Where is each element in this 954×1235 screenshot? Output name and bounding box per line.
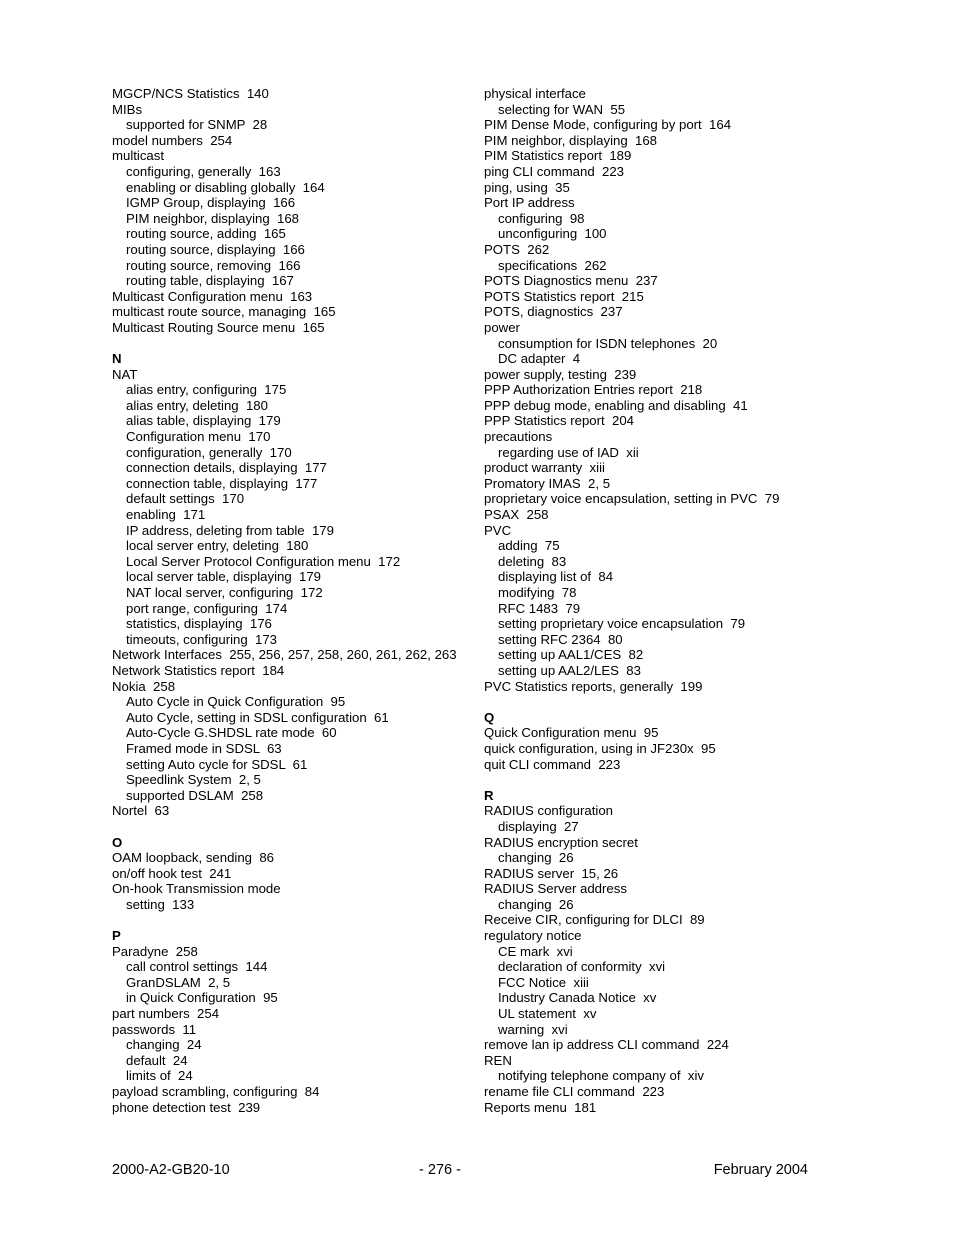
index-subentry: changing 26: [498, 896, 574, 912]
index-subentry: selecting for WAN 55: [498, 101, 626, 117]
index-subentry: changing 26: [498, 850, 574, 866]
index-entry: RADIUS encryption secret: [484, 834, 638, 850]
footer-date: February 2004: [713, 1162, 808, 1178]
index-subentry: consumption for ISDN telephones 20: [498, 335, 718, 351]
index-subentry: DC adapter 4: [498, 351, 581, 367]
index-subentry: setting Auto cycle for SDSL 61: [126, 756, 308, 772]
index-subentry: regarding use of IAD xii: [498, 444, 639, 460]
index-subentry: displaying 27: [498, 818, 579, 834]
index-section-letter: N: [112, 351, 122, 367]
index-entry: RADIUS configuration: [484, 803, 614, 819]
index-subentry: RFC 1483 79: [498, 600, 581, 616]
index-entry: rename file CLI command 223: [484, 1084, 665, 1099]
index-subentry: default settings 170: [126, 491, 245, 507]
index-entry: precautions: [484, 429, 553, 445]
index-subentry: configuration, generally 170: [126, 444, 292, 460]
index-subentry: Framed mode in SDSL 63: [126, 740, 282, 756]
index-subentry: call control settings 144: [126, 959, 268, 975]
index-entry: ping, using 35: [484, 179, 570, 195]
index-subentry: Auto Cycle in Quick Configuration 95: [126, 694, 346, 710]
index-entry: PPP Authorization Entries report 218: [484, 382, 703, 398]
index-subentry: NAT local server, configuring 172: [126, 585, 323, 600]
index-entry: PIM Statistics report 189: [484, 148, 632, 164]
index-subentry: changing 24: [126, 1037, 202, 1053]
index-subentry: configuring 98: [498, 210, 585, 226]
index-subentry: statistics, displaying 176: [126, 616, 272, 632]
index-entry: Port IP address: [484, 195, 575, 211]
index-subentry: IGMP Group, displaying 166: [126, 195, 296, 211]
index-subentry: setting up AAL2/LES 83: [498, 662, 641, 678]
index-section-letter: Q: [484, 709, 495, 725]
index-entry: Multicast Routing Source menu 165: [112, 319, 325, 335]
index-subentry: adding 75: [498, 538, 560, 554]
index-entry: MIBs: [112, 101, 143, 117]
index-entry: Quick Configuration menu 95: [484, 725, 659, 741]
index-entry: quit CLI command 223: [484, 756, 621, 772]
index-entry: on/off hook test 241: [112, 865, 232, 881]
index-subentry: Auto Cycle, setting in SDSL configuration 61: [126, 709, 389, 725]
index-subentry: alias entry, deleting 180: [126, 397, 268, 413]
index-subentry: IP address, deleting from table 179: [126, 522, 334, 538]
index-subentry: unconfiguring 100: [498, 226, 607, 242]
index-entry: ping CLI command 223: [484, 163, 625, 179]
index-entry: PPP debug mode, enabling and disabling 41: [484, 397, 748, 413]
index-section-letter: P: [112, 928, 121, 944]
index-subentry: warning xvi: [498, 1021, 568, 1037]
index-subentry: alias table, displaying 179: [126, 413, 281, 429]
section-spacer: [484, 772, 844, 788]
index-subentry: Local Server Protocol Configuration menu 172: [126, 553, 401, 569]
index-entry: Nortel 63: [112, 803, 170, 819]
index-subentry: timeouts, configuring 173: [126, 631, 278, 647]
index-subentry: setting RFC 2364 80: [498, 631, 623, 647]
index-subentry: alias entry, configuring 175: [126, 382, 287, 398]
index-subentry: modifying 78: [498, 585, 577, 600]
index-entry: payload scrambling, configuring 84: [112, 1084, 320, 1099]
index-entry: POTS Diagnostics menu 237: [484, 273, 658, 289]
index-subentry: supported for SNMP 28: [126, 117, 268, 133]
index-subentry: routing table, displaying 167: [126, 273, 294, 289]
section-spacer: [112, 336, 477, 352]
index-entry: PSAX 258: [484, 507, 549, 523]
index-entry: Receive CIR, configuring for DLCI 89: [484, 912, 705, 928]
index-entry: NAT: [112, 366, 138, 382]
index-subentry: supported DSLAM 258: [126, 787, 264, 803]
index-entry: multicast: [112, 148, 165, 164]
index-column-right: [484, 86, 844, 1115]
index-entry: POTS 262: [484, 241, 550, 257]
index-entry: PPP Statistics report 204: [484, 413, 635, 429]
index-subentry: deleting 83: [498, 553, 567, 569]
index-subentry: default 24: [126, 1052, 188, 1068]
index-subentry: GranDSLAM 2, 5: [126, 974, 231, 990]
index-entry: part numbers 254: [112, 1006, 220, 1022]
index-subentry: port range, configuring 174: [126, 600, 288, 616]
index-subentry: UL statement xv: [498, 1006, 597, 1022]
index-entry: On-hook Transmission mode: [112, 881, 281, 897]
index-subentry: local server table, displaying 179: [126, 569, 321, 585]
index-subentry: setting proprietary voice encapsulation 79: [498, 616, 746, 632]
index-entry: remove lan ip address CLI command 224: [484, 1037, 729, 1053]
index-subentry: FCC Notice xiii: [498, 974, 589, 990]
index-entry: Promatory IMAS 2, 5: [484, 475, 611, 491]
index-entry: MGCP/NCS Statistics 140: [112, 86, 269, 101]
index-entry: quick configuration, using in JF230x 95: [484, 740, 716, 756]
index-entry: PIM neighbor, displaying 168: [484, 132, 658, 148]
index-subentry: Speedlink System 2, 5: [126, 772, 261, 788]
index-entry: power supply, testing 239: [484, 366, 637, 382]
index-entry: Paradyne 258: [112, 943, 198, 959]
index-subentry: CE mark xvi: [498, 943, 573, 959]
index-entry: POTS Statistics report 215: [484, 288, 644, 304]
index-subentry: displaying list of 84: [498, 569, 614, 585]
index-section-letter: R: [484, 787, 494, 803]
index-entry: REN: [484, 1052, 512, 1068]
index-subentry: Auto-Cycle G.SHDSL rate mode 60: [126, 725, 337, 741]
footer-doc-number: 2000-A2-GB20-10: [112, 1162, 230, 1178]
index-subentry: Industry Canada Notice xv: [498, 990, 657, 1006]
footer-page-number: - 276 -: [419, 1162, 461, 1178]
index-entry: passwords 11: [112, 1021, 197, 1037]
index-entry: proprietary voice encapsulation, setting in PVC 79: [484, 491, 780, 507]
index-subentry: specifications 262: [498, 257, 607, 273]
index-entry: OAM loopback, sending 86: [112, 850, 275, 866]
index-subentry: setting up AAL1/CES 82: [498, 647, 644, 663]
index-entry: RADIUS server 15, 26: [484, 865, 619, 881]
index-subentry: enabling 171: [126, 507, 206, 523]
index-entry: phone detection test 239: [112, 1099, 261, 1115]
section-spacer: [112, 912, 477, 928]
index-subentry: PIM neighbor, displaying 168: [126, 210, 300, 226]
index-entry: physical interface: [484, 86, 586, 101]
index-entry: Network Interfaces 255, 256, 257, 258, 260, 261, 262, 263: [112, 647, 457, 663]
index-subentry: setting 133: [126, 896, 195, 912]
index-subentry: routing source, displaying 166: [126, 241, 305, 257]
index-entry: PVC Statistics reports, generally 199: [484, 678, 703, 694]
index-entry: RADIUS Server address: [484, 881, 627, 897]
index-entry: PIM Dense Mode, configuring by port 164: [484, 117, 732, 133]
index-entry: Nokia 258: [112, 678, 176, 694]
index-subentry: limits of 24: [126, 1068, 193, 1084]
index-entry: Multicast Configuration menu 163: [112, 288, 313, 304]
index-entry: PVC: [484, 522, 512, 538]
index-column-left: [112, 86, 477, 1115]
index-subentry: connection details, displaying 177: [126, 460, 327, 476]
index-entry: power: [484, 319, 520, 335]
index-subentry: local server entry, deleting 180: [126, 538, 309, 554]
index-subentry: routing source, removing 166: [126, 257, 301, 273]
index-entry: POTS, diagnostics 237: [484, 304, 623, 320]
index-subentry: configuring, generally 163: [126, 163, 281, 179]
index-subentry: in Quick Configuration 95: [126, 990, 278, 1006]
index-subentry: declaration of conformity xvi: [498, 959, 666, 975]
index-entry: product warranty xiii: [484, 460, 605, 476]
index-subentry: notifying telephone company of xiv: [498, 1068, 704, 1084]
index-subentry: enabling or disabling globally 164: [126, 179, 325, 195]
index-subentry: Configuration menu 170: [126, 429, 271, 445]
index-entry: Network Statistics report 184: [112, 662, 285, 678]
section-spacer: [112, 819, 477, 835]
index-entry: model numbers 254: [112, 132, 233, 148]
index-entry: Reports menu 181: [484, 1099, 597, 1115]
index-subentry: routing source, adding 165: [126, 226, 286, 242]
index-section-letter: O: [112, 834, 123, 850]
index-subentry: connection table, displaying 177: [126, 475, 318, 491]
index-entry: regulatory notice: [484, 928, 582, 944]
index-entry: multicast route source, managing 165: [112, 304, 336, 320]
section-spacer: [484, 694, 844, 710]
